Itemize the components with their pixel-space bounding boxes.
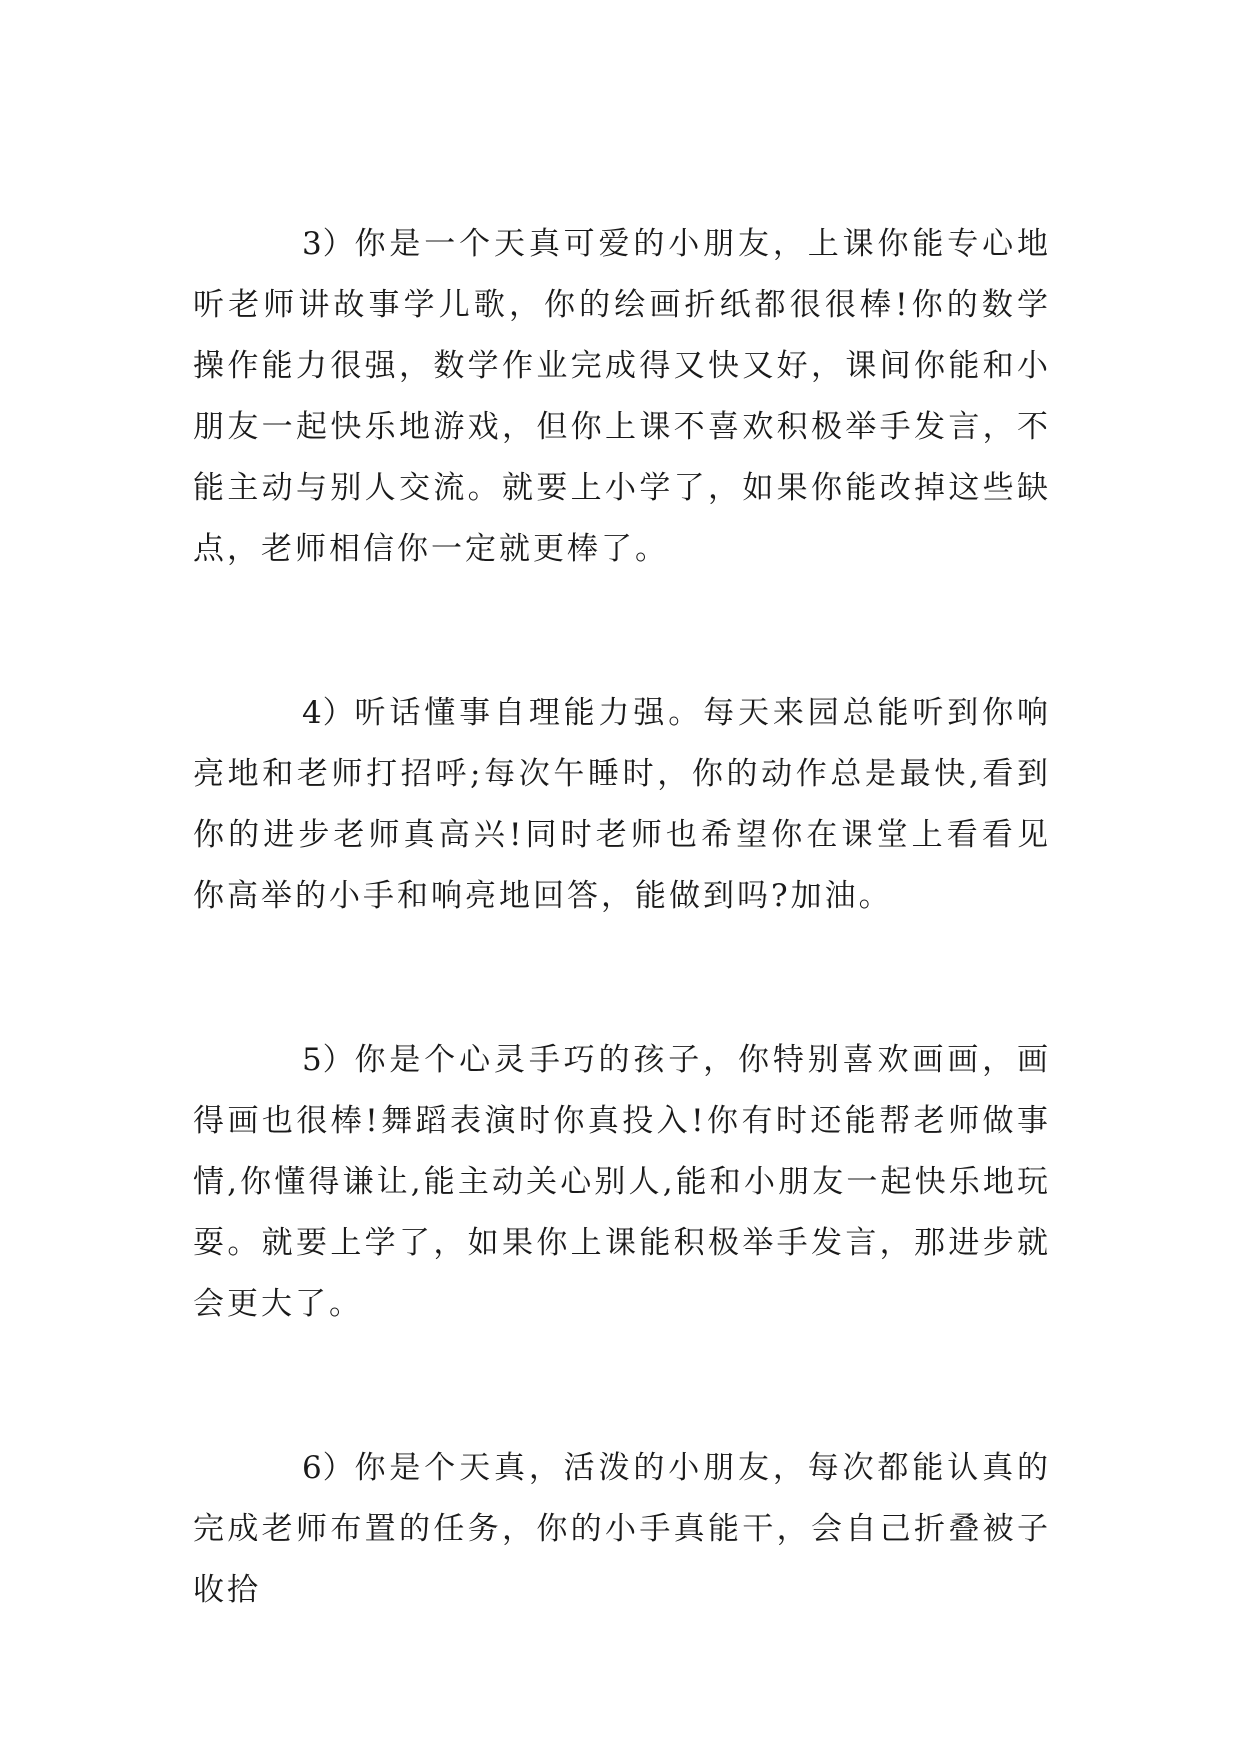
paragraph-5 [193,1030,1051,1335]
paragraph-text: 你是个心灵手巧的孩子，你特别喜欢画画，画得画也很棒!舞蹈表演时你真投入!你有时还能帮老师做事情,你懂得谦让,能主动关心别人,能和小朋友一起快乐地玩耍。就要上学了，如果你上课能积极举手发言，那进步就会更大了。 [193,1042,1051,1322]
paragraph-number: 6） [302,1450,355,1486]
paragraph-number: 5） [302,1042,355,1078]
paragraph-text: 你是一个天真可爱的小朋友，上课你能专心地听老师讲故事学儿歌，你的绘画折纸都很很棒!你的数学操作能力很强，数学作业完成得又快又好，课间你能和小朋友一起快乐地游戏，但你上课不喜欢积极举手发言，不能主动与别人交流。就要上小学了，如果你能改掉这些缺点，老师相信你一定就更棒了。 [193,226,1051,567]
paragraph-6 [193,1438,1051,1621]
paragraph-4 [193,683,1051,927]
paragraph-number: 3） [302,226,355,262]
paragraph-text: 你是个天真，活泼的小朋友，每次都能认真的完成老师布置的任务，你的小手真能干，会自己折叠被子收拾 [193,1450,1051,1608]
paragraph-text: 听话懂事自理能力强。每天来园总能听到你响亮地和老师打招呼;每次午睡时，你的动作总是最快,看到你的进步老师真高兴!同时老师也希望你在课堂上看看见你高举的小手和响亮地回答，能做到吗?加油。 [193,695,1051,914]
paragraph-3 [193,214,1051,580]
paragraph-number: 4） [302,695,355,731]
